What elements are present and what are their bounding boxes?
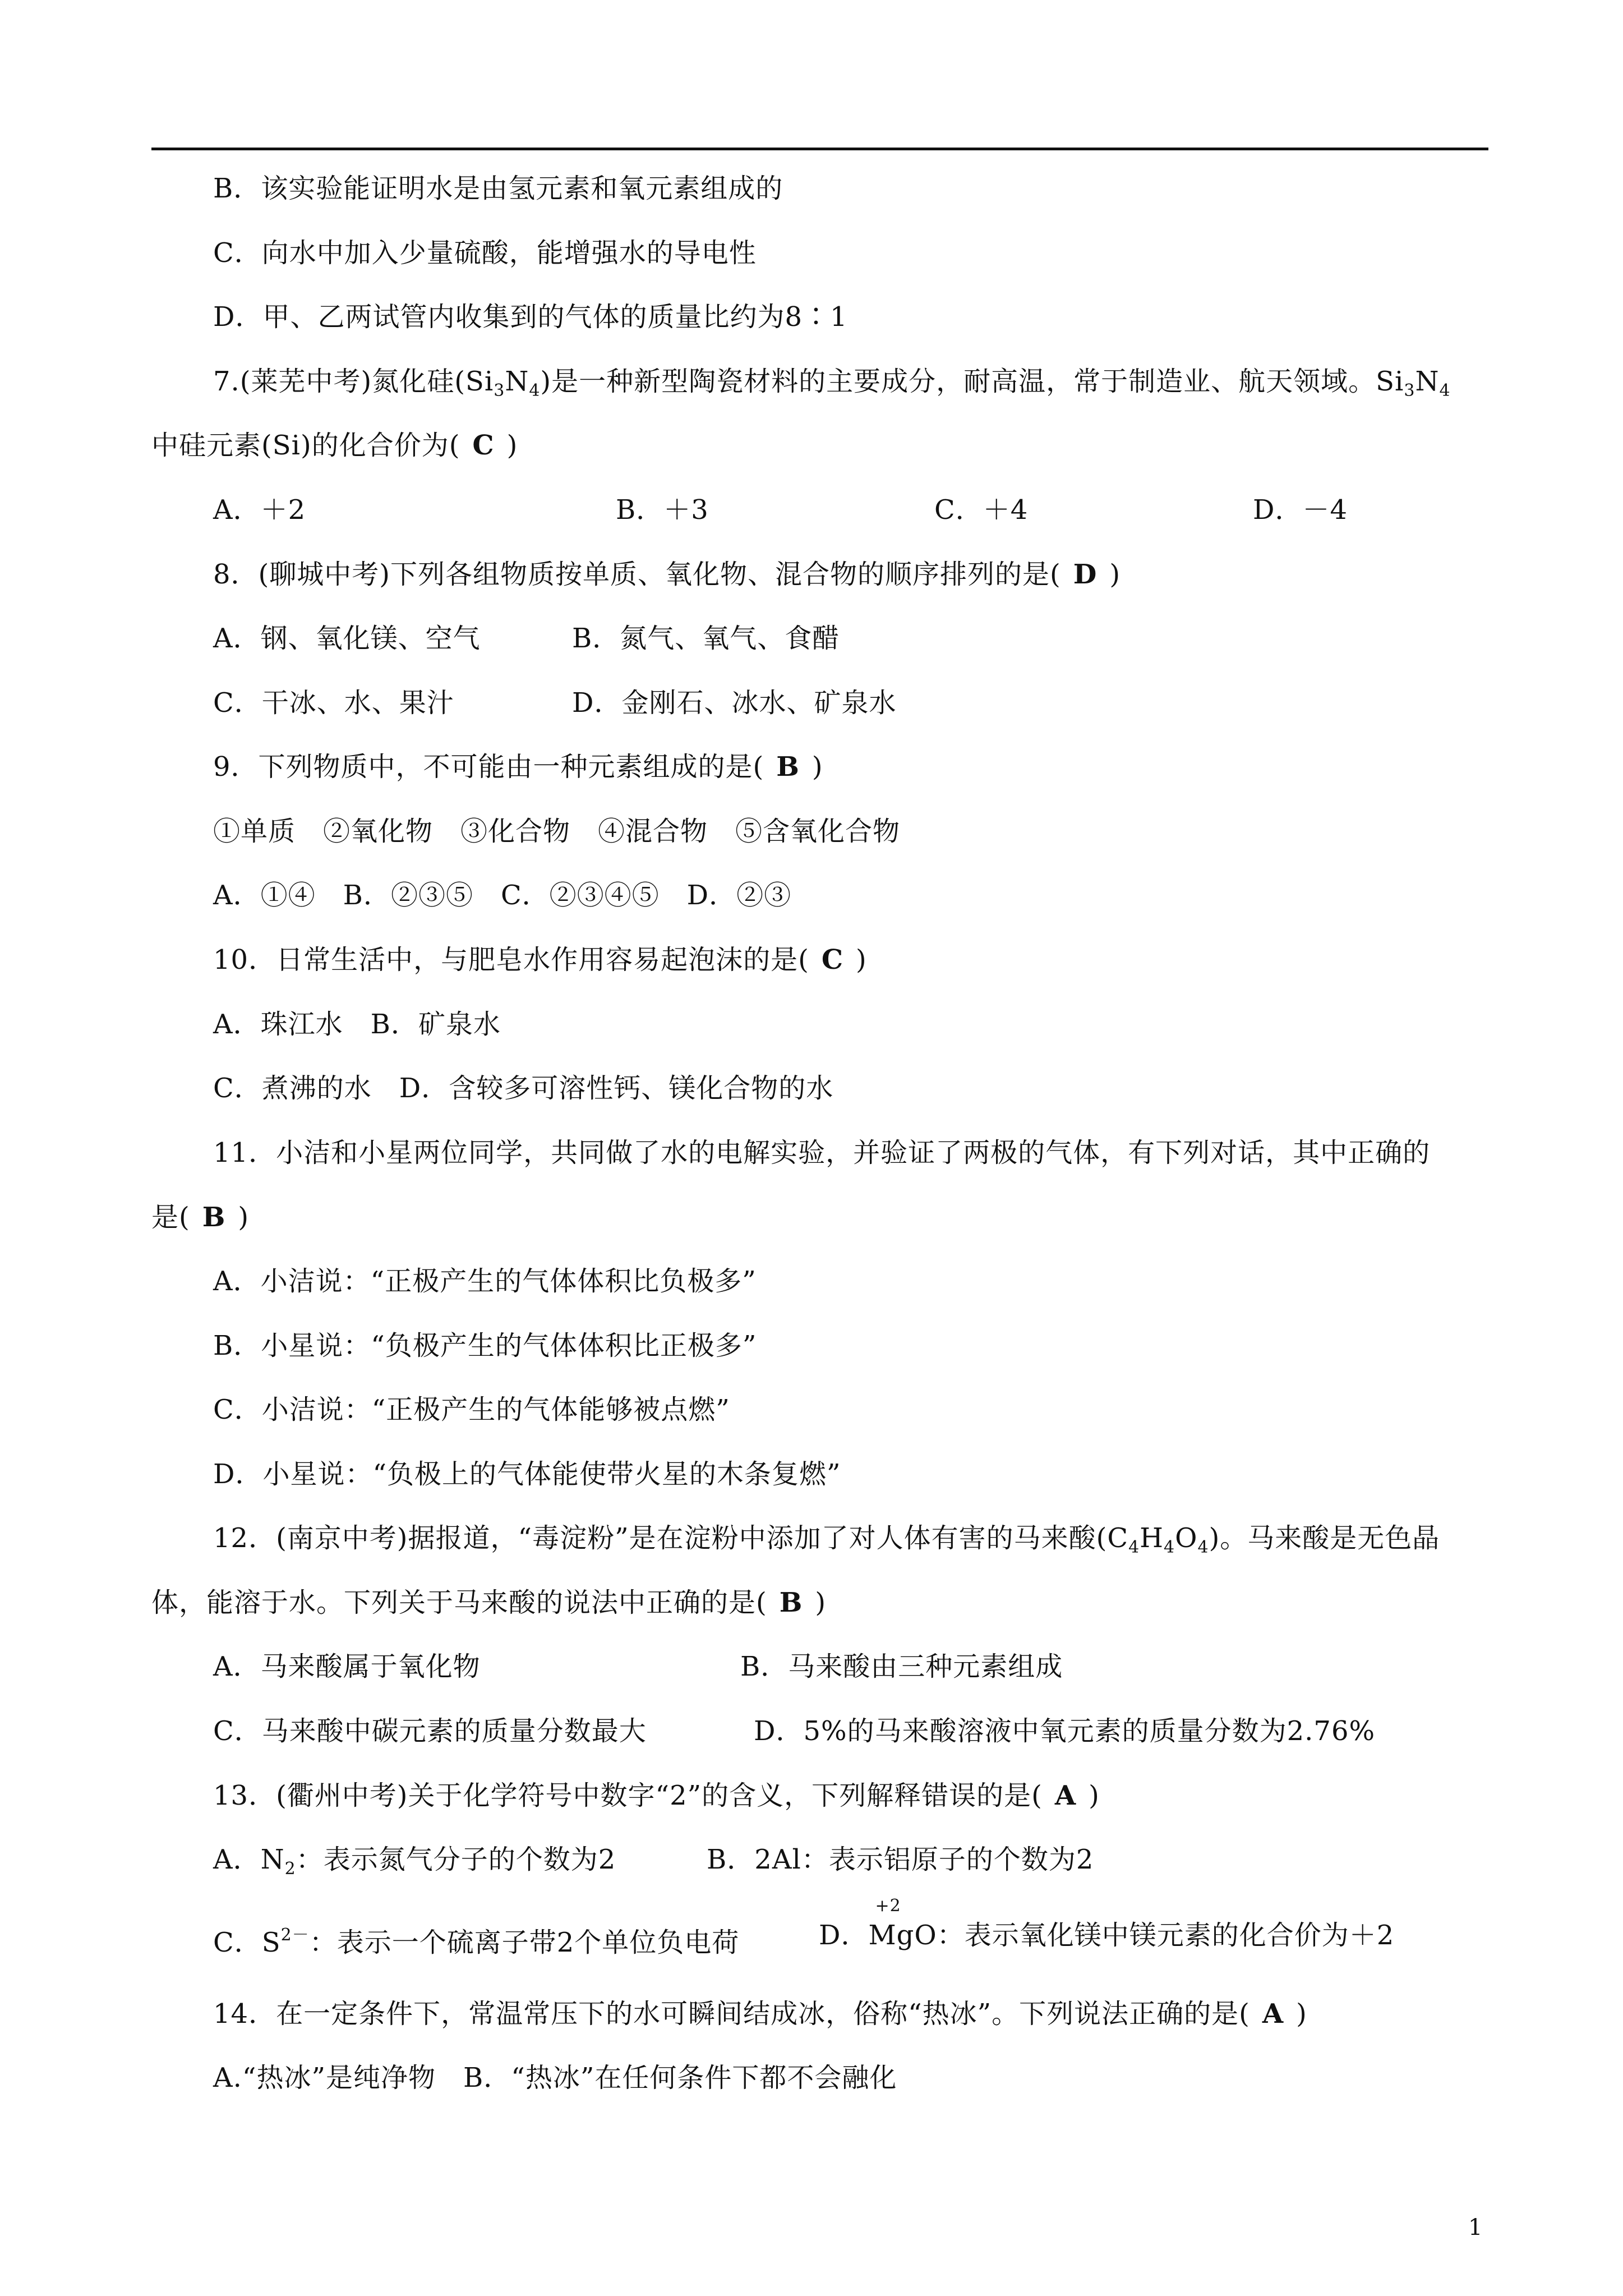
q10-stem: 10．日常生活中，与肥皂水作用容易起泡沫的是( C )	[213, 944, 867, 976]
q14-options-ab: A.“热冰”是纯净物 B．“热冰”在任何条件下都不会融化	[213, 2062, 897, 2093]
q8-option-b: B．氮气、氧气、食醋	[572, 623, 840, 654]
page-number: 1	[1468, 2215, 1483, 2240]
q13-option-a: A．$N_2$：表示氮气分子的个数为2	[213, 1844, 616, 1879]
q8-option-a: A．钢、氧化镁、空气	[213, 623, 481, 654]
q9-options: A．①④ B．②③⑤ C．②③④⑤ D．②③	[213, 880, 792, 911]
q12-option-c: C．马来酸中碳元素的质量分数最大	[213, 1715, 647, 1747]
q6-option-c: C．向水中加入少量硫酸，能增强水的导电性	[213, 237, 757, 269]
q13-option-c: C．$S^{2-}$：表示一个硫离子带2个单位负电荷	[213, 1925, 740, 1958]
q14-stem: 14．在一定条件下，常温常压下的水可瞬间结成冰，俗称“热冰”。下列说法正确的是( A )	[213, 1998, 1307, 2030]
q8-option-d: D．金刚石、冰水、矿泉水	[572, 687, 897, 719]
q12-stem: 12．(南京中考)据报道，“毒淀粉”是在淀粉中添加了对人体有害的马来酸$(C_4H_4O_4)$。马来酸是无色晶	[213, 1522, 1440, 1557]
q7-option-c: C．＋4	[934, 494, 1029, 526]
q8-option-c: C．干冰、水、果汁	[213, 687, 454, 719]
q7-answer: C	[472, 430, 495, 461]
q8-answer: D	[1073, 559, 1098, 590]
q12-option-a: A．马来酸属于氧化物	[213, 1651, 481, 1682]
q9-items: ①单质 ②氧化物 ③化合物 ④混合物 ⑤含氧化合物	[213, 816, 901, 847]
q11-option-d: D．小星说：“负极上的气体能使带火星的木条复燃”	[213, 1458, 841, 1490]
q11-stem: 11．小洁和小星两位同学，共同做了水的电解实验，并验证了两极的气体，有下列对话，其中正确的	[213, 1137, 1431, 1168]
q11-option-c: C．小洁说：“正极产生的气体能够被点燃”	[213, 1394, 730, 1425]
q8-stem: 8．(聊城中考)下列各组物质按单质、氧化物、混合物的顺序排列的是( D )	[213, 559, 1121, 590]
q7-stem: 7.(莱芜中考)氮化硅$(Si_3N_4)$是一种新型陶瓷材料的主要成分，耐高温，常于制造业、航天领域。$Si_3N_4$	[213, 366, 1451, 401]
q12-answer: B	[779, 1587, 803, 1618]
q12-stem-continued: 体，能溶于水。下列关于马来酸的说法中正确的是( B )	[151, 1587, 827, 1618]
q11-stem-continued: 是( B )	[151, 1202, 250, 1233]
valence-notation: +2 Mg	[868, 1896, 915, 1951]
q9-stem: 9．下列物质中，不可能由一种元素组成的是( B )	[213, 751, 823, 783]
q11-answer: B	[202, 1202, 226, 1233]
q14-answer: A	[1262, 1998, 1284, 2030]
q11-option-a: A．小洁说：“正极产生的气体体积比负极多”	[213, 1266, 757, 1297]
q10-options-ab: A．珠江水 B．矿泉水	[213, 1009, 501, 1040]
q12-option-d: D．5%的马来酸溶液中氧元素的质量分数为2.76%	[754, 1715, 1376, 1747]
q13-stem: 13．(衢州中考)关于化学符号中数字“2”的含义，下列解释错误的是( A )	[213, 1780, 1100, 1811]
q12-option-b: B．马来酸由三种元素组成	[740, 1651, 1063, 1682]
q7-option-d: D．－4	[1253, 494, 1348, 526]
q13-option-b: B．2Al：表示铝原子的个数为2	[707, 1844, 1094, 1875]
q10-answer: C	[821, 944, 844, 976]
q13-answer: A	[1054, 1780, 1077, 1811]
q7-option-a: A．＋2	[213, 494, 306, 526]
q7-option-b: B．＋3	[616, 494, 709, 526]
q9-answer: B	[776, 751, 800, 783]
q10-options-cd: C．煮沸的水 D．含较多可溶性钙、镁化合物的水	[213, 1073, 834, 1104]
q7-stem-continued: 中硅元素(Si)的化合价为( C )	[151, 430, 518, 461]
q6-option-d: D．甲、乙两试管内收集到的气体的质量比约为8∶1	[213, 301, 848, 333]
q13-option-d: D． +2 MgO：表示氧化镁中镁元素的化合价为＋2	[819, 1896, 1395, 1951]
q11-option-b: B．小星说：“负极产生的气体体积比正极多”	[213, 1330, 757, 1361]
q6-option-b: B．该实验能证明水是由氢元素和氧元素组成的	[213, 173, 783, 204]
header-rule	[151, 148, 1488, 150]
